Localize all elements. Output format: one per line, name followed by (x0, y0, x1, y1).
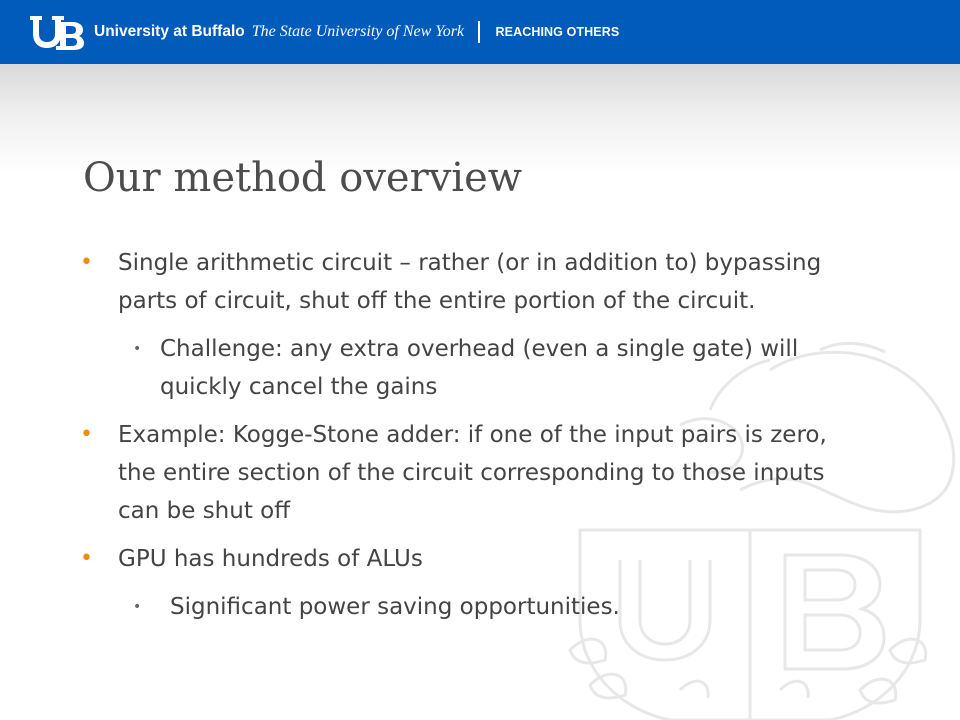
university-name: University at Buffalo (94, 23, 245, 40)
state-university-name: The State University of New York (251, 23, 465, 40)
bullet-marker: • (80, 422, 93, 447)
sub-bullet-marker: • (133, 599, 142, 615)
header-bar (0, 0, 960, 64)
header-brand (94, 21, 619, 43)
sub-bullet-text: Challenge: any extra overhead (even a single gate) will quickly cancel the gains (160, 336, 799, 400)
bullet-item (0, 540, 858, 578)
sub-bullet-text: Significant power saving opportunities. (170, 594, 620, 620)
bullet-list (0, 244, 960, 636)
bullet-text: GPU has hundreds of ALUs (118, 546, 423, 572)
sub-bullet-marker: • (133, 341, 142, 357)
bullet-item (0, 416, 858, 530)
sub-bullet-item (0, 330, 820, 406)
bullet-text: Single arithmetic circuit – rather (or in addition to) bypassing parts of circuit, shut off the entire portion of the circuit. (118, 250, 822, 314)
sub-bullet-item (0, 588, 830, 626)
ub-logo-icon (28, 14, 86, 50)
bullet-marker: • (80, 546, 93, 571)
header-divider (478, 21, 480, 43)
bullet-text: Example: Kogge-Stone adder: if one of the input pairs is zero, the entire section of the circuit corresponding to those inputs can be shut off (118, 422, 827, 524)
slide-title: Our method overview (83, 155, 523, 201)
bullet-item (0, 244, 858, 320)
bullet-marker: • (80, 250, 93, 275)
header-tagline: REACHING OTHERS (495, 25, 620, 39)
